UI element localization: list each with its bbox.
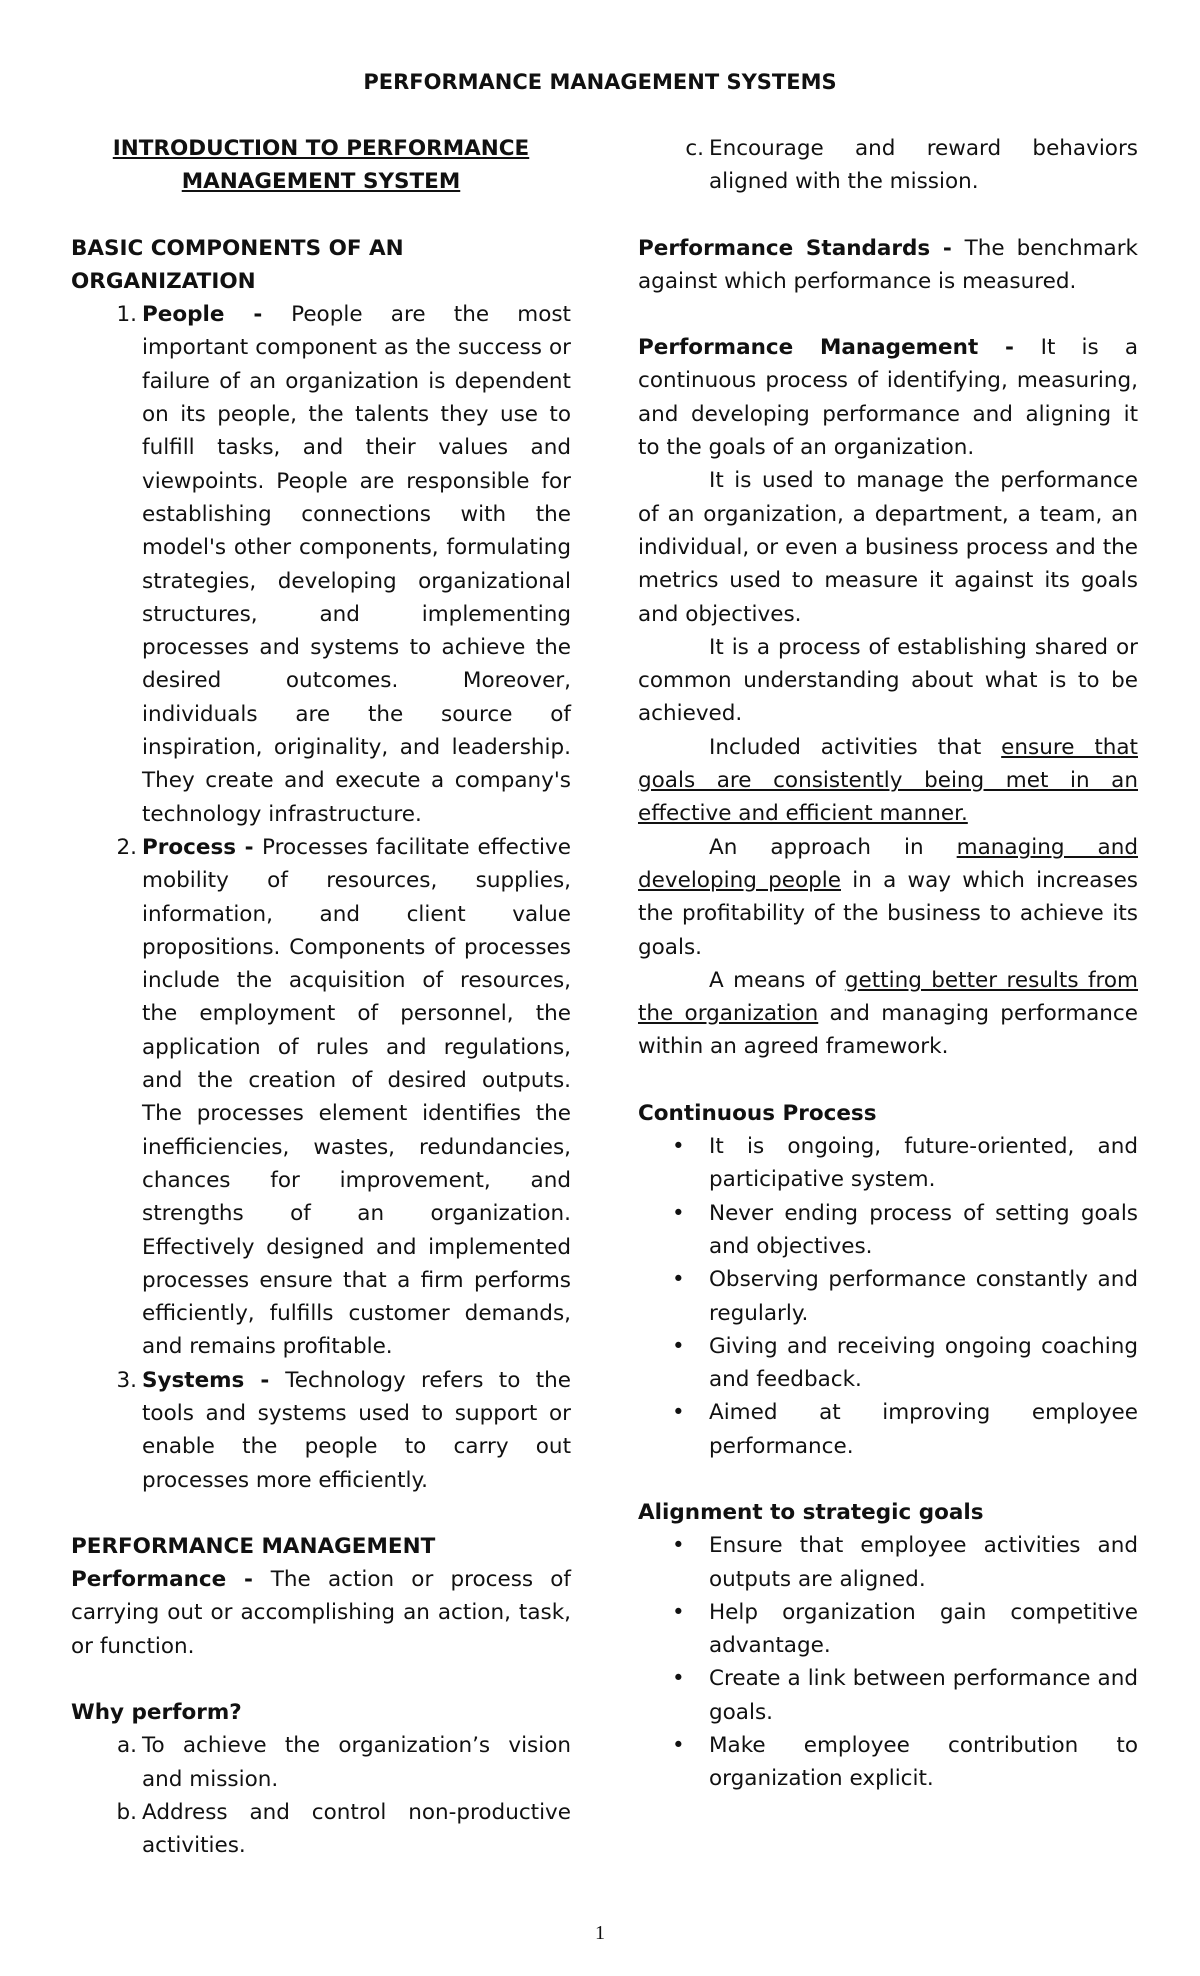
term-separator: - xyxy=(224,302,292,328)
pm-heading: PERFORMANCE MANAGEMENT xyxy=(71,1533,436,1559)
term-performance-management: Performance Management xyxy=(638,335,979,361)
list-number: 3. xyxy=(116,1367,137,1393)
bullet-icon: • xyxy=(672,1267,685,1293)
paragraph-5-underlined: getting better results from the organization xyxy=(638,967,1138,1027)
bullet-item xyxy=(638,1197,1138,1264)
paragraph-3-text: Included activities that xyxy=(709,734,1002,760)
bullet-text: Observing performance constantly and regularly. xyxy=(709,1267,1138,1326)
term-separator: - xyxy=(978,335,1041,361)
bullet-icon: • xyxy=(672,1733,685,1759)
pm-definition xyxy=(638,331,1138,464)
bullet-text: Never ending process of setting goals and objectives. xyxy=(709,1200,1138,1259)
left-column xyxy=(71,132,571,1863)
bullet-icon: • xyxy=(672,1400,685,1426)
bullet-icon: • xyxy=(672,1333,685,1359)
paragraph-5-tail: and managing performance within an agreed framework. xyxy=(638,1001,1138,1060)
bullet-item xyxy=(638,1529,1138,1596)
bullet-icon: • xyxy=(672,1134,685,1160)
performance-text: The action or process of carrying out or accomplishing an action, task, or function. xyxy=(71,1567,571,1659)
components-heading: BASIC COMPONENTS OF AN ORGANIZATION xyxy=(71,235,404,294)
standards-text: The benchmark against which performance is measured. xyxy=(638,235,1138,294)
paragraph-1: It is used to manage the performance of an organization, a department, a team, an individual, or even a business process and the metrics used to measure it against its goals and objectives. xyxy=(638,468,1138,627)
definition-people: People are the most important component as the success or failure of an organization is dependent on its people, the talents they use to fulfill tasks, and their values and viewpoints. People are responsible for establishing connections with the model's other components, formulating strategies, developing organizational structures, and implementing processes and systems to achieve the desired outcomes. Moreover, individuals are the source of inspiration, originality, and leadership. They create and execute a company's technology infrastructure. xyxy=(142,302,571,827)
term-people: People xyxy=(142,302,225,328)
bullet-text: Make employee contribution to organization explicit. xyxy=(709,1733,1138,1792)
term-standards: Performance Standards xyxy=(638,235,931,261)
bullet-item xyxy=(638,1330,1138,1397)
term-process: Process xyxy=(142,834,237,860)
list-item-a xyxy=(71,1729,571,1796)
term-systems: Systems xyxy=(142,1367,245,1393)
list-number: 1. xyxy=(116,302,137,328)
paragraph-4-tail: in a way which increases the profitability of the business to achieve its goals. xyxy=(638,867,1139,960)
paragraph-5 xyxy=(638,964,1138,1064)
list-letter: a. xyxy=(116,1733,137,1759)
performance-definition xyxy=(71,1563,571,1663)
term-separator: - xyxy=(930,235,965,261)
paragraph-4 xyxy=(638,831,1138,964)
intro-heading-line1: INTRODUCTION TO PERFORMANCE xyxy=(112,136,530,161)
bullet-icon: • xyxy=(672,1666,685,1692)
list-item-process xyxy=(71,831,571,1364)
bullet-item xyxy=(638,1263,1138,1330)
bullet-text: It is ongoing, future-oriented, and participative system. xyxy=(709,1134,1138,1193)
bullet-text: Help organization gain competitive advantage. xyxy=(709,1599,1138,1659)
list-item-people xyxy=(71,298,571,831)
list-item-text: To achieve the organization’s vision and mission. xyxy=(142,1733,571,1792)
term-performance: Performance xyxy=(71,1567,227,1593)
alignment-heading: Alignment to strategic goals xyxy=(638,1499,984,1525)
bullet-text: Ensure that employee activities and outputs are aligned. xyxy=(709,1533,1138,1592)
right-column xyxy=(638,132,1138,1796)
document-title: PERFORMANCE MANAGEMENT SYSTEMS xyxy=(363,70,837,94)
bullet-item xyxy=(638,1596,1138,1663)
list-letter: c. xyxy=(685,136,704,161)
definition-process: Processes facilitate effective mobility of resources, supplies, information, and client value propositions. Components of processes include the acquisition of resources, the employment of personnel, the application of rules and regulations, and the creation of desired outputs. The processes element identifies the inefficiencies, wastes, redundancies, chances for improvement, and strengths of an organization. Effectively designed and implemented processes ensure that a firm performs efficiently, fulfills customer demands, and remains profitable. xyxy=(142,834,571,1360)
bullet-item xyxy=(638,1130,1138,1197)
page-number: 1 xyxy=(595,1922,605,1944)
paragraph-3-underlined: ensure that goals are consistently being met in an effective and efficient manner. xyxy=(638,734,1138,827)
bullet-text: Create a link between performance and goals. xyxy=(709,1666,1138,1725)
paragraph-4-text: An approach in xyxy=(709,834,957,860)
bullet-icon: • xyxy=(672,1533,685,1559)
paragraph-2: It is a process of establishing shared or common understanding about what is to be achieved. xyxy=(638,634,1138,727)
term-separator: - xyxy=(244,1367,286,1393)
bullet-icon: • xyxy=(672,1599,685,1625)
bullet-item xyxy=(638,1729,1138,1796)
bullet-text: Aimed at improving employee performance. xyxy=(709,1400,1138,1459)
term-separator: - xyxy=(226,1567,271,1593)
paragraph-4-underlined: managing and developing people xyxy=(638,834,1138,893)
paragraph-3 xyxy=(638,731,1138,831)
bullet-text: Giving and receiving ongoing coaching and feedback. xyxy=(709,1333,1138,1393)
bullet-item xyxy=(638,1396,1138,1463)
standards-definition xyxy=(638,232,1138,299)
bullet-icon: • xyxy=(672,1200,685,1226)
list-item-b xyxy=(71,1796,571,1863)
list-item-systems xyxy=(71,1364,571,1497)
why-perform-heading: Why perform? xyxy=(71,1700,242,1726)
pm-text: It is a continuous process of identifying, measuring, and developing performance and aligning it to the goals of an organization. xyxy=(638,335,1138,461)
intro-heading xyxy=(71,132,571,199)
paragraph-5-text: A means of xyxy=(709,967,845,993)
continuous-heading: Continuous Process xyxy=(638,1100,877,1126)
list-item-text: Encourage and reward behaviors aligned with the mission. xyxy=(709,136,1138,195)
list-letter: b. xyxy=(116,1799,137,1825)
intro-heading-line2: MANAGEMENT SYSTEM xyxy=(181,169,461,195)
list-item-c xyxy=(638,132,1138,199)
term-separator: - xyxy=(236,834,263,860)
list-number: 2. xyxy=(116,834,137,860)
definition-systems: Technology refers to the tools and systems used to support or enable the people to carry out processes more efficiently. xyxy=(142,1367,571,1493)
bullet-item xyxy=(638,1662,1138,1729)
list-item-text: Address and control non-productive activities. xyxy=(142,1799,571,1859)
